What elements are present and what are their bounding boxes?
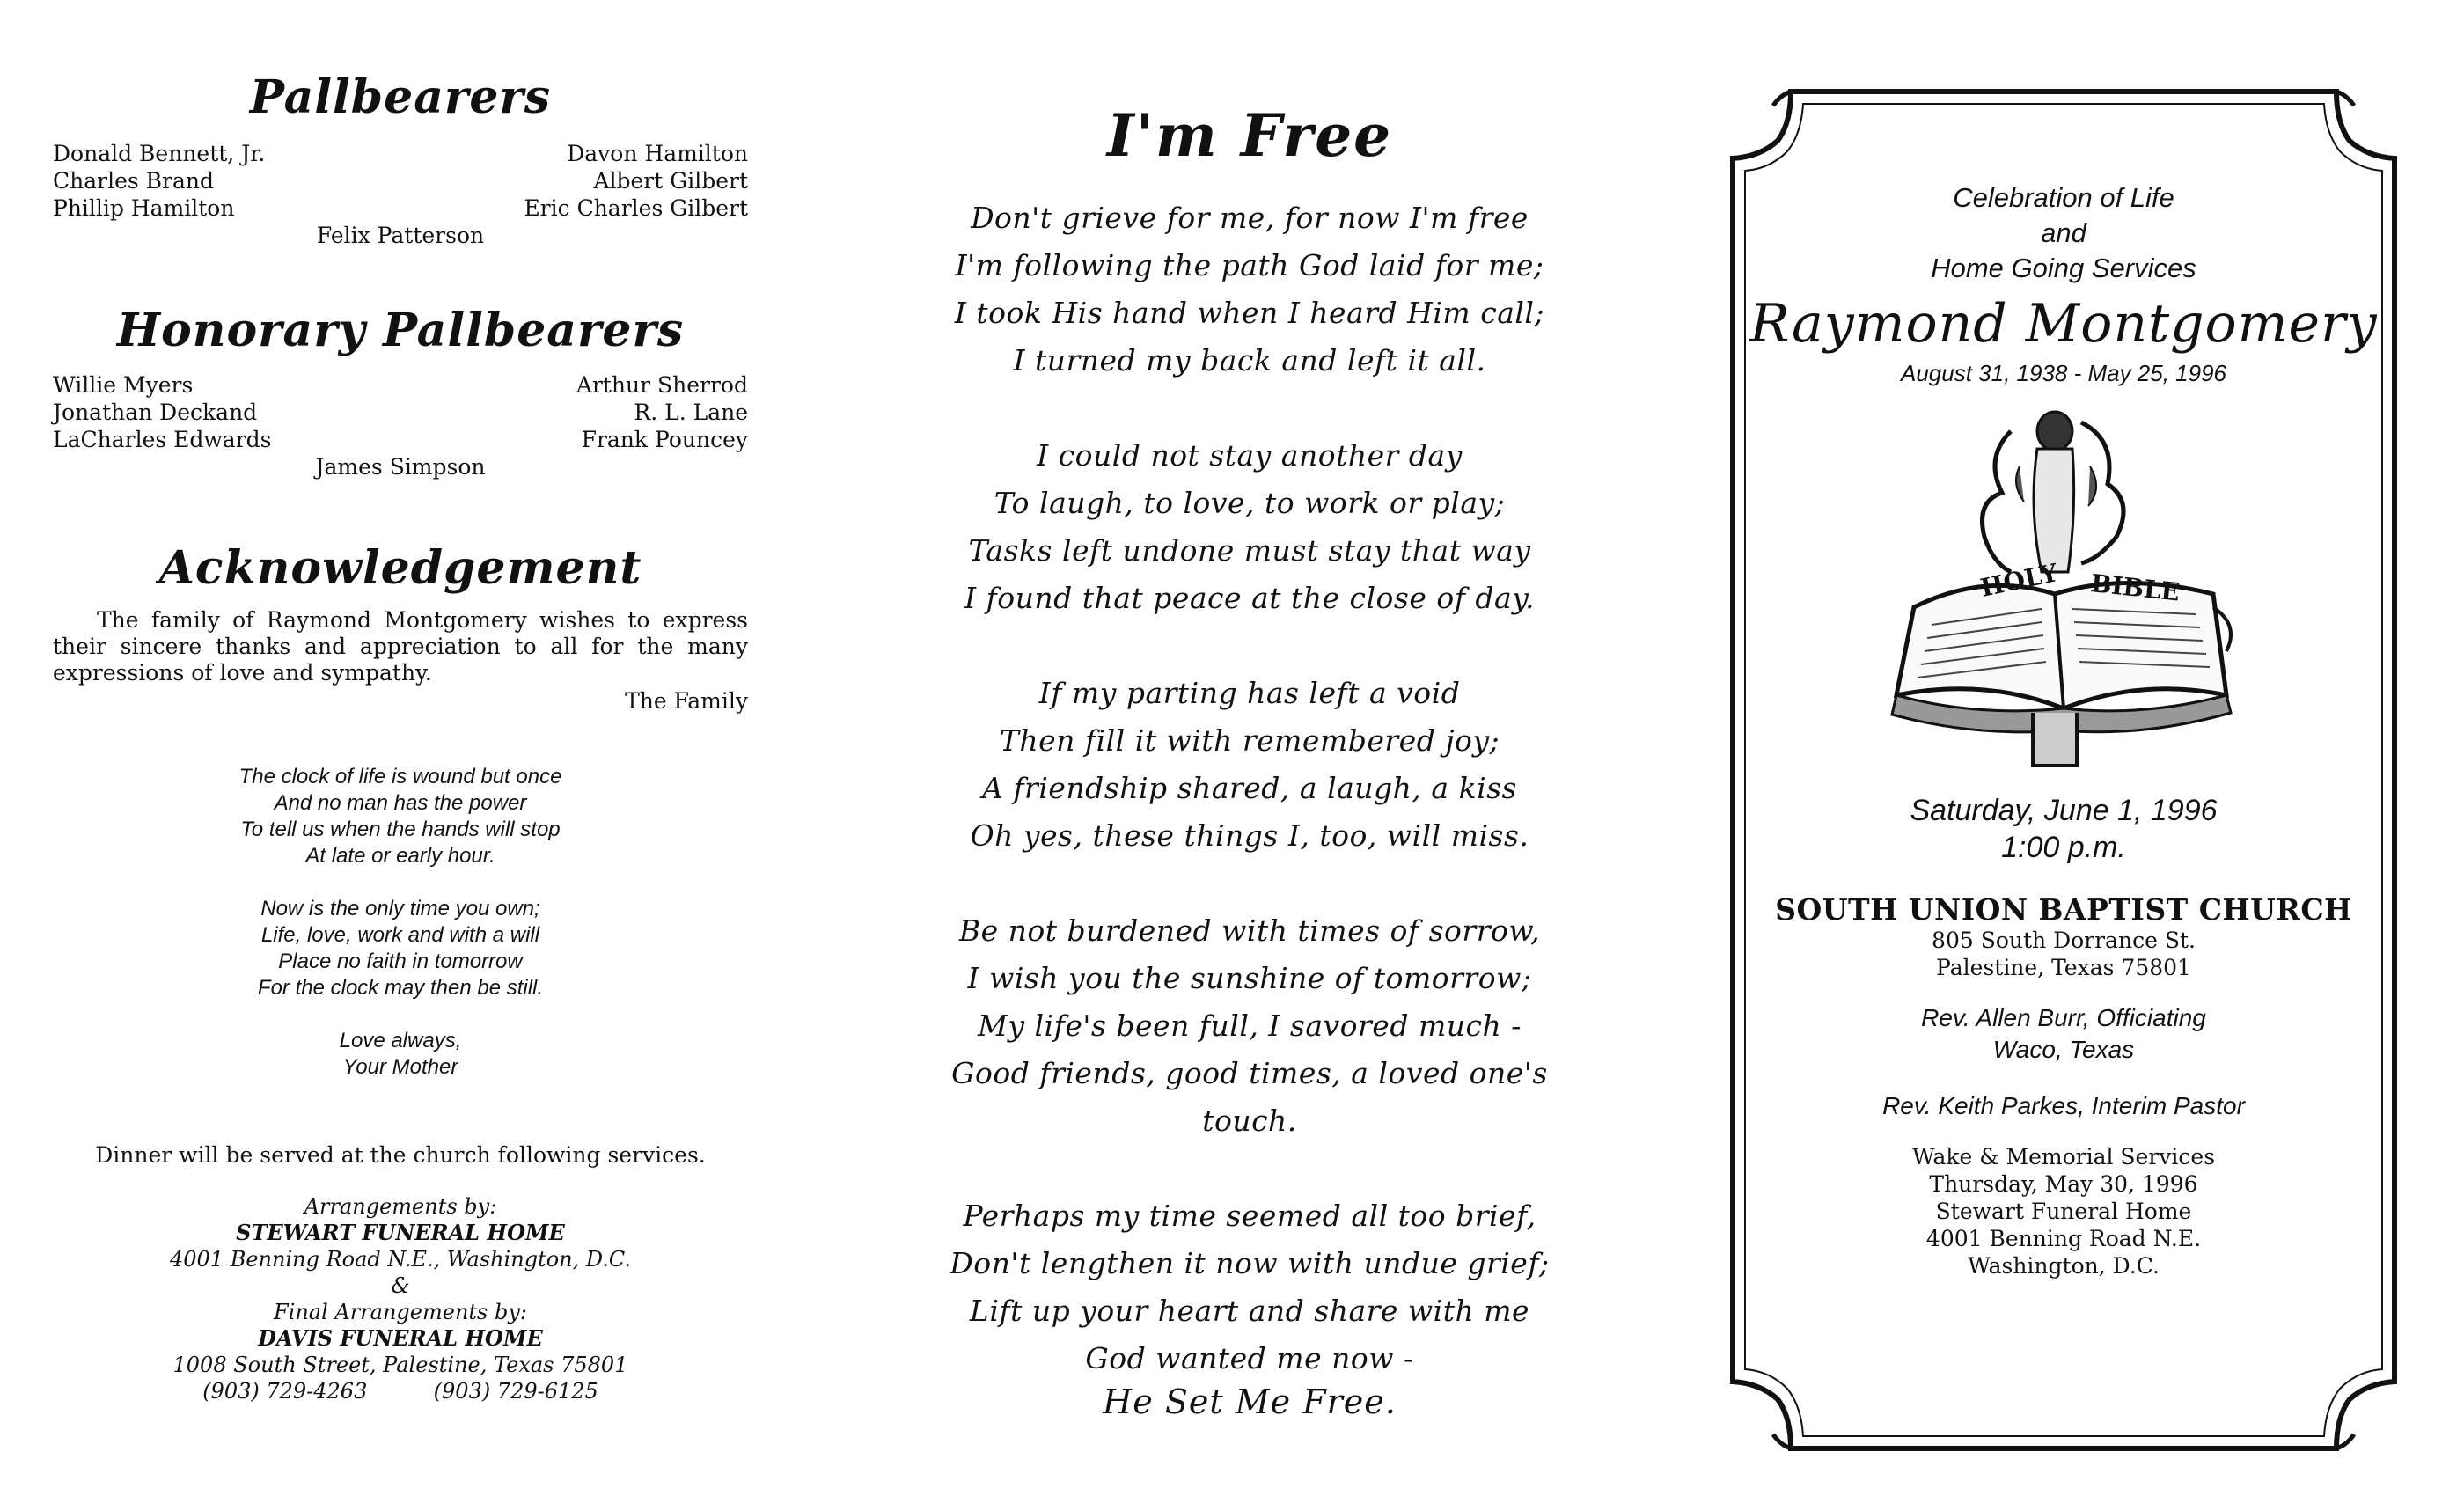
arrangements-block	[53, 1193, 748, 1404]
service-date: Saturday, June 1, 1996	[1910, 794, 2218, 827]
poem-signature: Your Mother	[342, 1055, 458, 1079]
poem-title: I'm Free	[1106, 101, 1393, 170]
pallbearer-name: Eric Charles Gilbert	[524, 195, 748, 221]
acknowledgement-signature: The Family	[625, 688, 748, 714]
poem-line: If my parting has left a void	[1038, 676, 1461, 710]
poem-line: My life's been full, I savored much -	[978, 1008, 1522, 1043]
honorary-pallbearer-name: Arthur Sherrod	[576, 372, 748, 398]
cover-content	[1729, 88, 2398, 1280]
poem-final-line: He Set Me Free.	[1103, 1382, 1397, 1421]
arrangements-label: Arrangements by:	[304, 1194, 497, 1219]
poem-line: Don't lengthen it now with undue grief;	[950, 1246, 1550, 1280]
deceased-name: Raymond Montgomery	[1749, 293, 2378, 355]
wake-line: Stewart Funeral Home	[1935, 1199, 2192, 1224]
poem-line: I turned my back and left it all.	[1013, 343, 1486, 378]
pallbearers-list	[53, 140, 748, 222]
wake-line: Washington, D.C.	[1968, 1253, 2160, 1279]
poem-stanza	[915, 432, 1584, 622]
poem-stanza	[915, 670, 1584, 860]
church-city: Palestine, Texas 75801	[1936, 955, 2191, 980]
poem-line: Be not burdened with times of sorrow,	[958, 913, 1541, 948]
wake-line: 4001 Benning Road N.E.	[1925, 1226, 2202, 1251]
pallbearer-name: Phillip Hamilton	[53, 195, 235, 221]
church-street: 805 South Dorrance St.	[1932, 928, 2196, 953]
wake-services	[1729, 1143, 2398, 1280]
ampersand: &	[391, 1273, 410, 1298]
poem-line: I found that peace at the close of day.	[964, 581, 1535, 615]
honorary-pallbearers-heading: Honorary Pallbearers	[116, 304, 685, 357]
cover-line: Celebration of Life	[1953, 182, 2174, 213]
funeral-home-address: 1008 South Street, Palestine, Texas 75801	[172, 1353, 628, 1377]
life-dates: August 31, 1938 - May 25, 1996	[1900, 360, 2227, 386]
poem-line: And no man has the power	[274, 791, 527, 815]
poem-line: For the clock may then be still.	[257, 976, 544, 1000]
cover-line: Home Going Services	[1931, 253, 2196, 283]
poem-line: At late or early hour.	[305, 844, 495, 868]
phone-number: (903) 729-4263	[202, 1379, 368, 1404]
poem-line: The clock of life is wound but once	[238, 765, 562, 788]
dinner-notice: Dinner will be served at the church following services.	[95, 1142, 706, 1168]
poem-line: Don't grieve for me, for now I'm free	[971, 201, 1529, 235]
phone-numbers	[53, 1378, 748, 1404]
honorary-pallbearer-name: Jonathan Deckand	[53, 400, 258, 425]
funeral-home-name: STEWART FUNERAL HOME	[236, 1220, 565, 1245]
honorary-pallbearer-name: Willie Myers	[53, 372, 194, 398]
bible-word-right: BIBLE	[2089, 568, 2182, 607]
officiant: Rev. Allen Burr, Officiating	[1921, 1004, 2206, 1031]
pallbearer-name: Felix Patterson	[316, 223, 485, 248]
poem-stanza	[915, 1192, 1584, 1421]
poem-line: Oh yes, these things I, too, will miss.	[970, 818, 1529, 853]
interim-pastor: Rev. Keith Parkes, Interim Pastor	[1882, 1092, 2245, 1119]
open-bible-illustration	[1879, 405, 2248, 774]
pallbearer-name: Albert Gilbert	[593, 168, 748, 194]
poem-line: Tasks left undone must stay that way	[968, 533, 1531, 568]
honorary-pallbearer-name: Frank Pouncey	[581, 427, 748, 452]
left-panel	[53, 0, 748, 1496]
wake-line: Thursday, May 30, 1996	[1929, 1171, 2198, 1197]
wake-line: Wake & Memorial Services	[1911, 1144, 2216, 1170]
poem-line: Lift up your heart and share with me	[969, 1294, 1530, 1328]
funeral-home-address: 4001 Benning Road N.E., Washington, D.C.	[169, 1247, 632, 1272]
pallbearers-heading: Pallbearers	[249, 70, 552, 124]
pallbearer-name: Davon Hamilton	[567, 141, 748, 166]
poem-closing: Love always,	[339, 1029, 462, 1052]
cover-panel	[1729, 0, 2416, 1496]
acknowledgement-text: The family of Raymond Montgomery wishes to express their sincere thanks and appreciation to all for the many expressions of love and sympathy.	[53, 607, 748, 686]
church-name: SOUTH UNION BAPTIST CHURCH	[1775, 892, 2352, 927]
honorary-pallbearer-name: James Simpson	[315, 454, 486, 480]
poem-line: I could not stay another day	[1037, 438, 1463, 473]
officiant-city: Waco, Texas	[1992, 1036, 2135, 1063]
poem-line: Life, love, work and with a will	[260, 923, 540, 947]
bible-word-left: HOLY	[1977, 558, 2061, 603]
final-arrangements-label: Final Arrangements by:	[273, 1300, 528, 1324]
service-time: 1:00 p.m.	[2001, 831, 2126, 864]
poem-line: I wish you the sunshine of tomorrow;	[967, 961, 1532, 995]
poem-line: Place no faith in tomorrow	[278, 950, 523, 973]
poem-line: Good friends, good times, a loved one's touch.	[951, 1056, 1548, 1138]
honorary-pallbearers-list	[53, 371, 748, 453]
pallbearer-name: Donald Bennett, Jr.	[53, 141, 266, 166]
poem-line: To tell us when the hands will stop	[240, 818, 561, 841]
phone-number: (903) 729-6125	[433, 1379, 598, 1404]
funeral-home-name: DAVIS FUNERAL HOME	[258, 1325, 543, 1351]
poem-line: I'm following the path God laid for me;	[955, 248, 1544, 282]
cover-line: and	[2041, 217, 2086, 248]
pallbearer-name: Charles Brand	[53, 168, 214, 194]
poem-line: A friendship shared, a laugh, a kiss	[982, 771, 1517, 805]
poem-stanza	[915, 907, 1584, 1145]
poem-stanza	[915, 194, 1584, 385]
acknowledgement-heading: Acknowledgement	[158, 541, 642, 595]
honorary-pallbearer-name: R. L. Lane	[634, 400, 748, 425]
poem-line: Now is the only time you own;	[260, 897, 540, 920]
honorary-pallbearer-name: LaCharles Edwards	[53, 427, 272, 452]
poem-line: God wanted me now -	[1085, 1341, 1414, 1375]
middle-panel	[915, 0, 1584, 1496]
poem-line: I took His hand when I heard Him call;	[954, 296, 1545, 330]
clock-of-life-poem	[53, 764, 748, 1081]
poem-line: To laugh, to love, to work or play;	[994, 486, 1506, 520]
poem-line: Then fill it with remembered joy;	[999, 723, 1500, 758]
poem-line: Perhaps my time seemed all too brief,	[963, 1199, 1536, 1233]
